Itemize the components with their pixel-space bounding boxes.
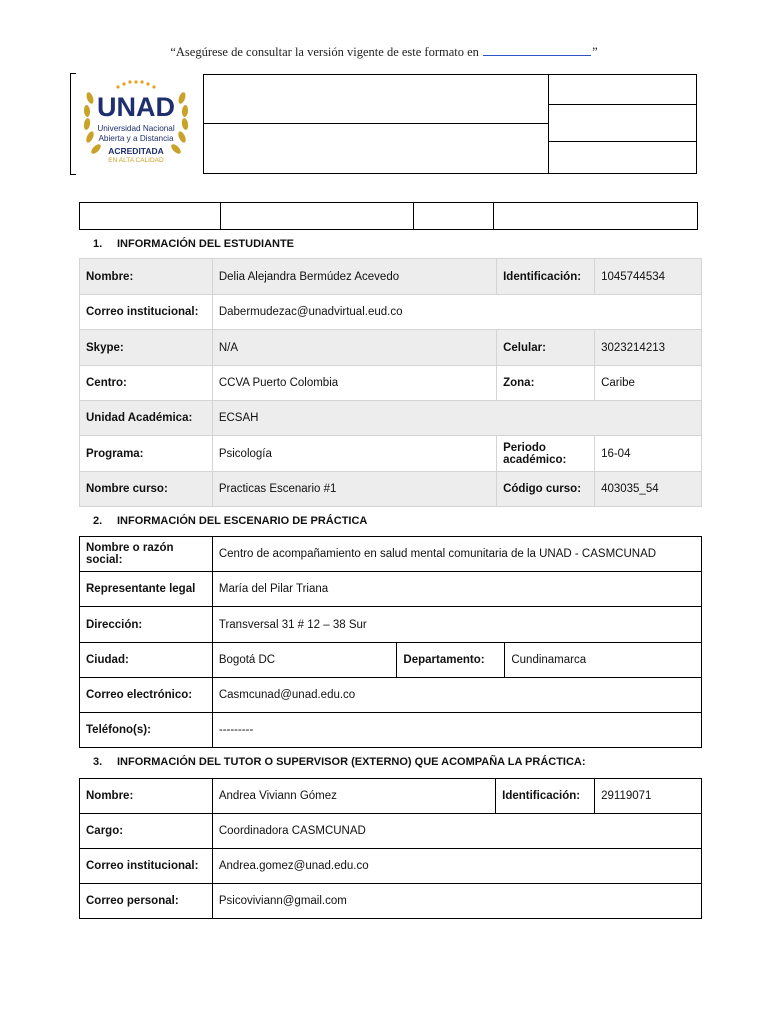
celular-label: Celular:: [497, 330, 595, 366]
student-id-value: 1045744534: [595, 259, 702, 295]
table-row: [80, 849, 702, 884]
nombre-label: Nombre:: [80, 259, 213, 295]
practice-scenario-table: [79, 536, 702, 748]
section-title: INFORMACIÓN DEL ESCENARIO DE PRÁCTICA: [117, 515, 368, 527]
logo-badge-1: ACREDITADA: [108, 146, 164, 156]
table-row: [80, 472, 702, 507]
version-notice-text: “Asegúrese de consultar la versión vigente de este formato en: [170, 45, 479, 59]
student-zone-value: Caribe: [595, 366, 702, 401]
correo-label: Correo institucional:: [80, 295, 213, 330]
scenario-phone-value: ---------: [212, 713, 701, 748]
header-tick-top: [70, 73, 76, 74]
table-row: [80, 259, 702, 295]
codigo-label: Código curso:: [497, 472, 595, 507]
logo-line-2: Abierta y a Distancia: [98, 134, 174, 143]
table-row: [80, 295, 702, 330]
student-period-value: 16-04: [595, 436, 702, 472]
version-notice-close-quote: ”: [592, 45, 598, 59]
student-phone-value: 3023214213: [595, 330, 702, 366]
section-number: 1.: [93, 238, 103, 250]
table-row: [80, 814, 702, 849]
scenario-email-value: Casmcunad@unad.edu.co: [212, 678, 701, 713]
cell-divider: [493, 203, 494, 229]
header-tick-bottom: [70, 174, 76, 175]
table-row: [80, 537, 702, 572]
tutor-info-table: [79, 778, 702, 919]
logo-badge-2: EN ALTA CALIDAD: [108, 157, 164, 164]
departamento-label: Departamento:: [397, 643, 505, 678]
header-divider-vertical: [548, 74, 549, 174]
curso-label: Nombre curso:: [80, 472, 213, 507]
section-2-heading: [93, 515, 367, 527]
table-row: [80, 884, 702, 919]
ciudad-label: Ciudad:: [80, 643, 213, 678]
header-left-border: [70, 73, 71, 175]
tutor-role-value: Coordinadora CASMCUNAD: [212, 814, 701, 849]
tutor-id-value: 29119071: [595, 779, 702, 814]
table-row: [80, 572, 702, 607]
logo-line-1: Universidad Nacional: [97, 124, 175, 133]
version-notice: [0, 44, 768, 60]
scenario-name-value: Centro de acompañamiento en salud mental comunitaria de la UNAD - CASMCUNAD: [212, 537, 701, 572]
tutor-correo-pers-label: Correo personal:: [80, 884, 213, 919]
periodo-label: Periodo académico:: [497, 436, 595, 472]
section-number: 2.: [93, 515, 103, 527]
section-title: INFORMACIÓN DEL ESTUDIANTE: [117, 238, 295, 250]
programa-label: Programa:: [80, 436, 213, 472]
correo-electronico-label: Correo electrónico:: [80, 678, 213, 713]
scenario-department-value: Cundinamarca: [505, 643, 702, 678]
table-row: [80, 713, 702, 748]
tutor-correo-inst-label: Correo institucional:: [80, 849, 213, 884]
student-skype-value: N/A: [212, 330, 496, 366]
table-row: [80, 607, 702, 643]
direccion-label: Dirección:: [80, 607, 213, 643]
section-1-heading: [93, 238, 294, 250]
dots-arc-icon: [116, 80, 155, 88]
section-3-heading: [93, 756, 586, 768]
student-center-value: CCVA Puerto Colombia: [212, 366, 496, 401]
logo-wordmark: UNAD: [97, 92, 175, 122]
scenario-city-value: Bogotá DC: [212, 643, 397, 678]
version-link-blank[interactable]: [483, 44, 591, 56]
table-row: [80, 401, 702, 436]
student-course-code-value: 403035_54: [595, 472, 702, 507]
unad-logo: [78, 78, 194, 170]
header-empty-row: [79, 202, 698, 230]
student-unit-value: ECSAH: [212, 401, 701, 436]
skype-label: Skype:: [80, 330, 213, 366]
table-row: [80, 678, 702, 713]
tutor-identificacion-label: Identificación:: [496, 779, 595, 814]
header-divider-right-2: [548, 141, 697, 142]
unidad-label: Unidad Académica:: [80, 401, 213, 436]
table-row: [80, 643, 702, 678]
header-divider: [203, 123, 548, 124]
representante-label: Representante legal: [80, 572, 213, 607]
table-row: [80, 779, 702, 814]
header-field-box: [203, 74, 697, 174]
section-title: INFORMACIÓN DEL TUTOR O SUPERVISOR (EXTERNO) QUE ACOMPAÑA LA PRÁCTICA:: [117, 756, 586, 768]
section-number: 3.: [93, 756, 103, 768]
table-row: [80, 436, 702, 472]
student-course-value: Practicas Escenario #1: [212, 472, 496, 507]
student-info-table: [79, 258, 702, 507]
centro-label: Centro:: [80, 366, 213, 401]
header-divider-right-1: [548, 104, 697, 105]
cargo-label: Cargo:: [80, 814, 213, 849]
zona-label: Zona:: [497, 366, 595, 401]
table-row: [80, 366, 702, 401]
identificacion-label: Identificación:: [497, 259, 595, 295]
scenario-representative-value: María del Pilar Triana: [212, 572, 701, 607]
student-email-value: Dabermudezac@unadvirtual.eud.co: [212, 295, 701, 330]
tutor-institutional-email-value: Andrea.gomez@unad.edu.co: [212, 849, 701, 884]
cell-divider: [220, 203, 221, 229]
student-name-value: Delia Alejandra Bermúdez Acevedo: [212, 259, 496, 295]
telefono-label: Teléfono(s):: [80, 713, 213, 748]
tutor-name-value: Andrea Viviann Gómez: [212, 779, 495, 814]
razon-label: Nombre o razón social:: [80, 537, 213, 572]
tutor-nombre-label: Nombre:: [80, 779, 213, 814]
tutor-personal-email-value: Psicoviviann@gmail.com: [212, 884, 701, 919]
student-program-value: Psicología: [212, 436, 496, 472]
scenario-address-value: Transversal 31 # 12 – 38 Sur: [212, 607, 701, 643]
cell-divider: [413, 203, 414, 229]
table-row: [80, 330, 702, 366]
